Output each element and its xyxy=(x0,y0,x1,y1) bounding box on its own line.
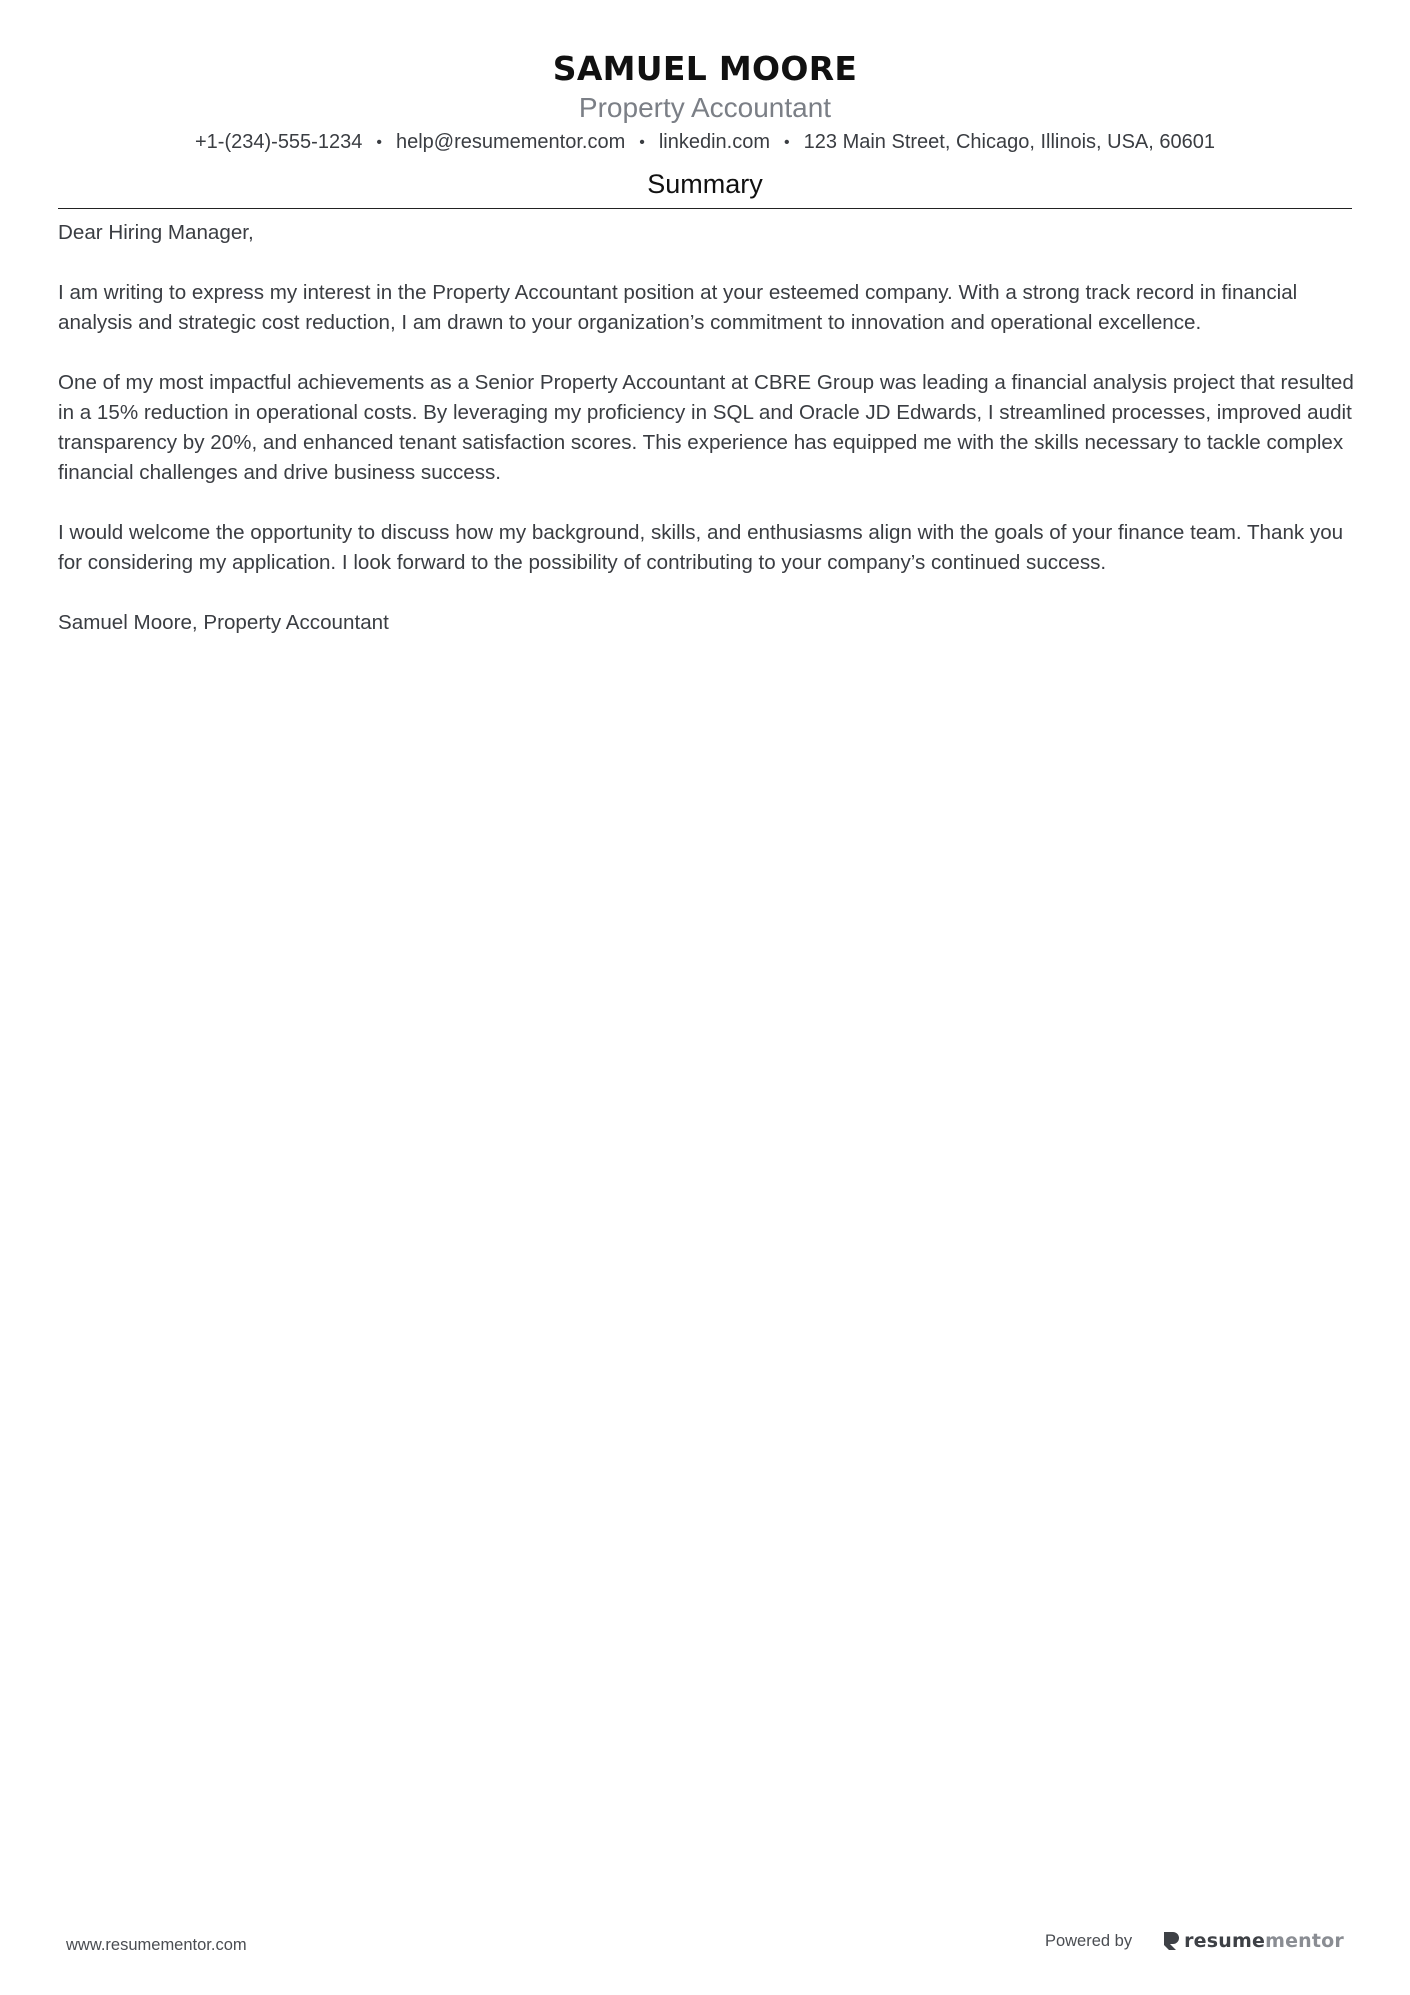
candidate-name: SAMUEL MOORE xyxy=(552,49,858,88)
contact-linkedin[interactable]: linkedin.com xyxy=(658,131,771,153)
letter-paragraph-3: I would welcome the opportunity to discuss how my background, skills, and enthusiasms align with the goals of your finance team. Thank you for considering my application. I look forward to the possibility of contributing to your company’s continued success. xyxy=(58,521,1344,574)
letter-paragraph-2: One of my most impactful achievements as a Senior Property Accountant at CBRE Group was leading a financial analysis project that resulted in a 15% reduction in operational costs. By leveraging my proficiency in SQL and Oracle JD Edwards, I streamlined processes, improved audit transparency by 20%, and enhanced tenant satisfaction scores. This experience has equipped me with the skills necessary to tackle complex financial challenges and drive business success. xyxy=(58,371,1354,484)
letter-signature: Samuel Moore, Property Accountant xyxy=(58,611,389,634)
logo-text-mentor: mentor xyxy=(1265,1930,1344,1952)
resumementor-logo-icon xyxy=(1162,1930,1180,1952)
letter-body xyxy=(58,218,1358,668)
logo-text-resume: resume xyxy=(1184,1930,1266,1952)
resume-header xyxy=(0,48,1410,157)
footer-branding xyxy=(1045,1930,1344,1952)
resumementor-logo[interactable] xyxy=(1162,1930,1344,1952)
contact-line xyxy=(0,128,1410,157)
powered-by-label: Powered by xyxy=(1044,1931,1133,1950)
candidate-title: Property Accountant xyxy=(578,92,832,123)
contact-email[interactable]: help@resumementor.com xyxy=(395,131,626,153)
letter-greeting: Dear Hiring Manager, xyxy=(58,221,254,244)
section-divider xyxy=(58,208,1352,209)
bullet-separator: • xyxy=(376,134,382,151)
contact-address: 123 Main Street, Chicago, Illinois, USA, 60601 xyxy=(803,131,1215,153)
letter-paragraph-1: I am writing to express my interest in the Property Accountant position at your esteemed company. With a strong track record in financial analysis and strategic cost reduction, I am drawn to your organization’s commitment to innovation and operational excellence. xyxy=(58,281,1298,334)
bullet-separator: • xyxy=(639,134,645,151)
footer-website-link[interactable]: www.resumementor.com xyxy=(66,1936,247,1954)
contact-phone: +1-(234)-555-1234 xyxy=(195,131,363,153)
bullet-separator: • xyxy=(784,134,790,151)
section-title-summary: Summary xyxy=(647,169,763,199)
